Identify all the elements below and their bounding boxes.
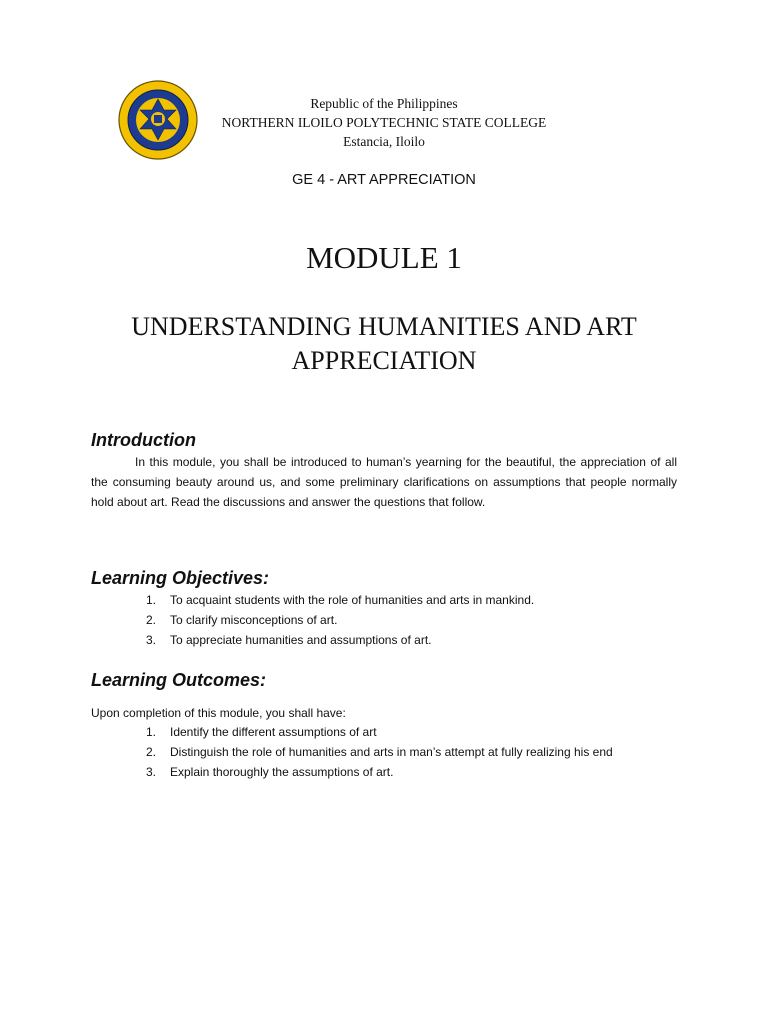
list-item xyxy=(0,590,768,610)
list-item-text: Explain thoroughly the assumptions of art. xyxy=(170,765,394,779)
module-title: UNDERSTANDING HUMANITIES AND ART APPRECIATION xyxy=(131,312,637,375)
list-item-text: Distinguish the role of humanities and arts in man’s attempt at fully realizing his end xyxy=(170,745,613,759)
list-item-number: 3. xyxy=(146,765,157,779)
module-number: MODULE 1 xyxy=(306,240,462,275)
objectives-heading: Learning Objectives: xyxy=(91,568,270,588)
college-name: NORTHERN ILOILO POLYTECHNIC STATE COLLEGE xyxy=(221,115,547,130)
outcomes-lead: Upon completion of this module, you shall have: xyxy=(91,706,346,720)
introduction-paragraph xyxy=(91,452,677,512)
list-item-text: To appreciate humanities and assumptions of art. xyxy=(170,633,432,647)
list-item-number: 2. xyxy=(146,613,157,627)
list-item xyxy=(0,742,768,762)
list-item-number: 1. xyxy=(146,725,157,739)
country-line: Republic of the Philippines xyxy=(310,96,458,111)
list-item-number: 2. xyxy=(146,745,157,759)
list-item xyxy=(0,630,768,650)
list-item-number: 3. xyxy=(146,633,157,647)
institution-header xyxy=(200,94,568,151)
list-item-text: Identify the different assumptions of art xyxy=(170,725,377,739)
list-item xyxy=(0,762,768,782)
list-item-text: To acquaint students with the role of humanities and arts in mankind. xyxy=(170,593,535,607)
list-item-text: To clarify misconceptions of art. xyxy=(170,613,338,627)
introduction-text: In this module, you shall be introduced to human’s yearning for the beautiful, the appreciation of all the consuming beauty around us, and some preliminary clarifications on assumptions that people normally hold about art. Read the discussions and answer the questions that follow. xyxy=(91,455,677,509)
list-item-number: 1. xyxy=(146,593,157,607)
outcomes-list xyxy=(0,722,768,782)
list-item xyxy=(0,610,768,630)
college-seal-logo xyxy=(118,80,198,160)
outcomes-heading: Learning Outcomes: xyxy=(91,670,267,690)
college-location: Estancia, Iloilo xyxy=(343,134,425,149)
list-item xyxy=(0,722,768,742)
objectives-list xyxy=(0,590,768,650)
introduction-heading: Introduction xyxy=(91,430,196,450)
course-title: GE 4 - ART APPRECIATION xyxy=(292,172,476,188)
